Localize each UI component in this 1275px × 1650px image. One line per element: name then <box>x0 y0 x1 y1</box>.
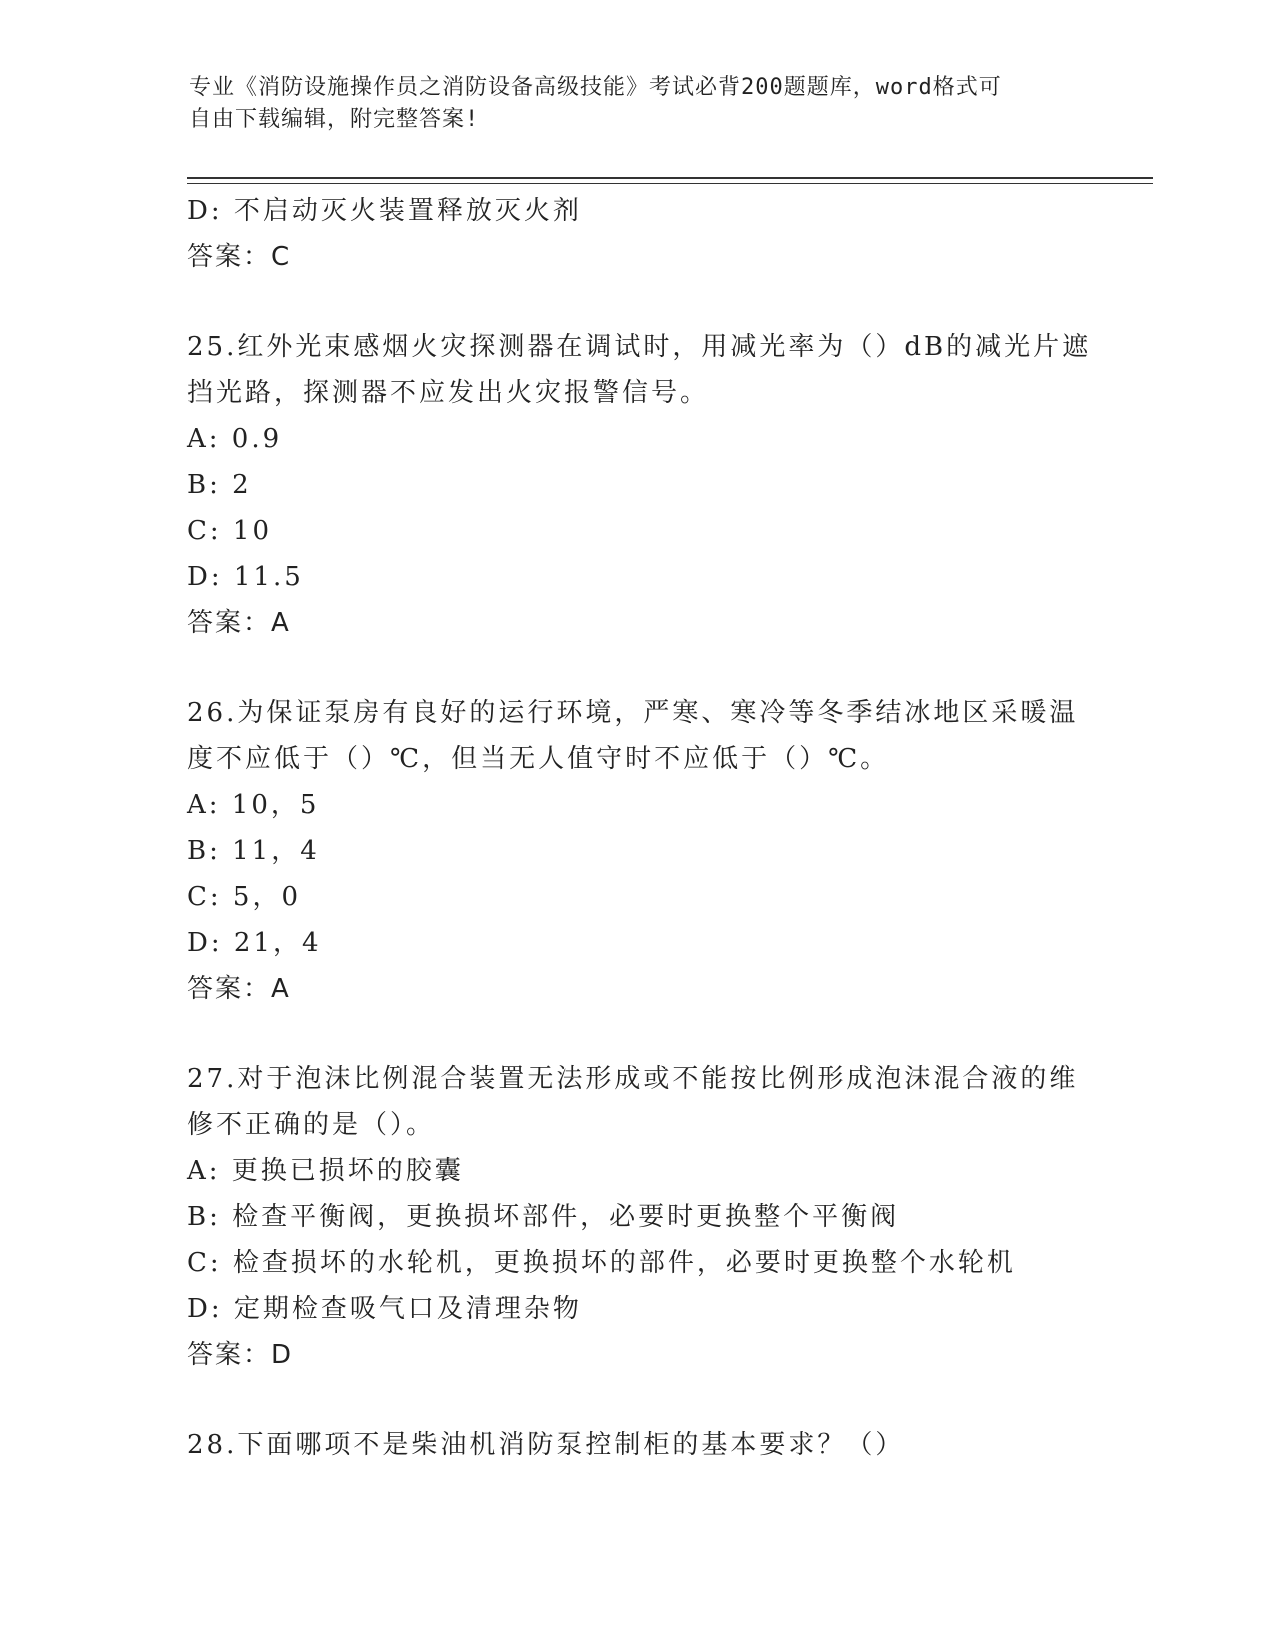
question-stem-line-1: 28.下面哪项不是柴油机消防泵控制柜的基本要求？（） <box>187 1430 905 1460</box>
option-d: D: 21，4 <box>187 928 322 958</box>
option-d: D: 11.5 <box>187 562 304 592</box>
answer-line: 答案：D <box>187 1340 294 1370</box>
answer-line: 答案：A <box>187 974 291 1004</box>
page-header <box>189 72 1069 136</box>
option-a: A: 更换已损坏的胶囊 <box>187 1156 464 1186</box>
option-c: C: 10 <box>187 516 273 546</box>
option-d: D: 定期检查吸气口及清理杂物 <box>187 1294 582 1324</box>
option-c: C: 5，0 <box>187 882 302 912</box>
question-stem-line-2: 挡光路，探测器不应发出火灾报警信号。 <box>187 378 710 408</box>
option-a: A: 0.9 <box>187 424 283 454</box>
question-stem-line-2: 度不应低于（）℃，但当无人值守时不应低于（）℃。 <box>187 744 890 774</box>
question-stem-line-1: 27.对于泡沫比例混合装置无法形成或不能按比例形成泡沫混合液的维 <box>187 1064 1079 1094</box>
option-c: C: 检查损坏的水轮机，更换损坏的部件，必要时更换整个水轮机 <box>187 1248 1016 1278</box>
answer-line: 答案：C <box>187 242 292 272</box>
option-b: B: 11，4 <box>187 836 320 866</box>
header-rule-thin <box>187 183 1153 184</box>
question-28 <box>187 1422 1137 1468</box>
question-25 <box>187 324 1137 646</box>
question-content <box>187 188 1137 1468</box>
option-d: D: 不启动灭火装置释放灭火剂 <box>187 196 582 226</box>
question-stem-line-1: 26.为保证泵房有良好的运行环境，严寒、寒冷等冬季结冰地区采暖温 <box>187 698 1079 728</box>
header-line-2: 自由下载编辑，附完整答案! <box>189 107 480 132</box>
option-b: B: 检查平衡阀，更换损坏部件，必要时更换整个平衡阀 <box>187 1202 900 1232</box>
header-line-1: 专业《消防设施操作员之消防设备高级技能》考试必背200题题库，word格式可 <box>189 75 1002 100</box>
answer-line: 答案：A <box>187 608 291 638</box>
question-stem-line-1: 25.红外光束感烟火灾探测器在调试时，用减光率为（）dB的减光片遮 <box>187 332 1092 362</box>
question-27 <box>187 1056 1137 1378</box>
header-rule-thick <box>187 177 1153 179</box>
question-24-tail <box>187 188 1137 280</box>
question-26 <box>187 690 1137 1012</box>
question-stem-line-2: 修不正确的是（）。 <box>187 1110 436 1140</box>
option-b: B: 2 <box>187 470 252 500</box>
option-a: A: 10，5 <box>187 790 320 820</box>
